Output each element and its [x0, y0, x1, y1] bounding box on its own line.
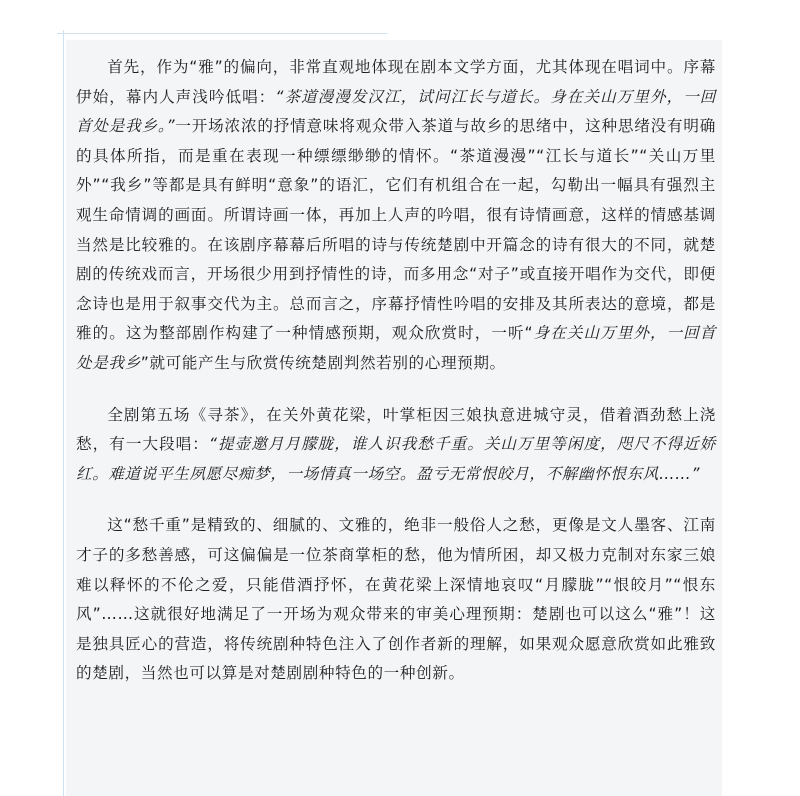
- paragraph-1-text: ”就可能产生与欣赏传统楚剧判然若别的心理预期。: [140, 353, 506, 372]
- margin-guide-left: [63, 30, 64, 796]
- paragraph-2: [76, 401, 716, 490]
- paragraph-1: [76, 53, 716, 379]
- lyric-quote-inline: 身在关山万里外，一回首处是我乡: [76, 324, 716, 372]
- paragraph-3: [76, 511, 716, 689]
- paragraph-2-text: 全剧第五场《寻茶》，在关外黄花梁，叶掌柜因三娘执意进城守灵，借着酒劲愁上浇愁，有一大段唱：: [76, 405, 716, 454]
- article-body: [76, 53, 716, 711]
- lyric-quote-prologue: “茶道漫漫发汉江，试问江长与道长。身在关山万里外，一回首处是我乡。”: [76, 87, 717, 136]
- margin-guide-top: [57, 33, 387, 34]
- paragraph-3-text: 这“愁千重”是精致的、细腻的、文雅的，绝非一般俗人之愁，更像是文人墨客、江南才子的多愁善感，可这偏偏是一位茶商掌柜的愁，他为情所困，却又极力克制对东家三娘难以释怀的不伦之爱，只能借酒抒怀，在黄花梁上深情地哀叹“月朦胧”“恨皎月”“恨东风”……这就很好地满足了一开场为观众带来的审美心理预期：楚剧也可以这么“雅”！这是独具匠心的营造，将传统剧种特色注入了创作者新的理解，如果观众愿意欣赏如此雅致的楚剧，当然也可以算是对楚剧剧种特色的一种创新。: [76, 516, 716, 683]
- paragraph-1-text: 首先，作为“雅”的偏向，非常直观地体现在剧本文学方面，尤其体现在唱词中。序幕伊始，幕内人声浅吟低唱：: [76, 58, 716, 106]
- lyric-quote-act-five: “提壶邀月月朦胧，谁人识我愁千重。关山万里等闲度，咫尺不得近娇红。难道说平生夙愿尽痴梦，一场情真一场空。盈亏无常恨皎月，不解幽怀恨东风……”: [76, 435, 716, 483]
- paragraph-1-text: 一开场浓浓的抒情意味将观众带入茶道与故乡的思绪中，这种思绪没有明确的具体所指，而是重在表现一种缥缥缈缈的情怀。“茶道漫漫”“江长与道长”“关山万里外”“我乡”等都是具有鲜明“意象”的语汇，它们有机组合在一起，勾勒出一幅具有强烈主观生命情调的画面。所谓诗画一体，再加上人声的吟唱，很有诗情画意，这样的情感基调当然是比较雅的。在该剧序幕幕后所唱的诗与传统楚剧中开篇念的诗有很大的不同，就楚剧的传统戏而言，开场很少用到抒情性的诗，而多用念“对子”或直接开唱作为交代，即便念诗也是用于叙事交代为主。总而言之，序幕抒情性吟唱的安排及其所表达的意境，都是雅的。这为整部剧作构建了一种情感预期，观众欣赏时，一听“: [76, 117, 716, 343]
